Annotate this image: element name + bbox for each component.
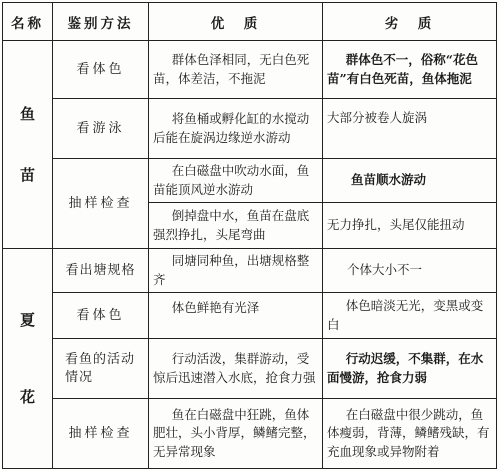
table-row	[3, 399, 497, 469]
bad-cell: 鱼苗顺水游动	[323, 159, 497, 203]
method-cell: 看鱼的活动情况	[53, 339, 149, 399]
method-cell: 抽样检查	[53, 399, 149, 469]
method-cell: 看游泳	[53, 99, 149, 159]
method-cell: 看体色	[53, 41, 149, 99]
header-good: 优 质	[149, 3, 323, 41]
table-row	[3, 41, 497, 99]
fish-fry-quality-table	[2, 2, 497, 469]
method-cell: 看体色	[53, 293, 149, 339]
table-row	[3, 249, 497, 293]
bad-cell: 无力挣扎，头尾仅能扭动	[323, 203, 497, 249]
table-row	[3, 159, 497, 203]
bad-cell: 群体色不一，俗称“花色苗”有白色死苗，鱼体拖泥	[323, 41, 497, 99]
method-cell: 抽样检查	[53, 159, 149, 249]
good-cell: 在白磁盘中吹动水面，鱼苗能顶风逆水游动	[149, 159, 323, 203]
bad-cell: 在白磁盘中很少跳动，鱼体瘦弱，背薄，鳞鳍残缺，有充血现象或异物附着	[323, 399, 497, 469]
bad-cell: 个体大小不一	[323, 249, 497, 293]
good-cell: 将鱼桶或孵化缸的水搅动后能在旋涡边缘逆水游动	[149, 99, 323, 159]
table-row	[3, 339, 497, 399]
bad-cell: 行动迟缓，不集群，在水面慢游，抢食力弱	[323, 339, 497, 399]
group-name-summer-fingerling: 夏 花	[3, 249, 53, 469]
bad-cell: 大部分被卷人旋涡	[323, 99, 497, 159]
good-cell: 倒掉盘中水，鱼苗在盘底强烈挣扎，头尾弯曲	[149, 203, 323, 249]
bad-cell: 体色暗淡无光，变黑或变白	[323, 293, 497, 339]
table-row	[3, 293, 497, 339]
group-name-fry: 鱼 苗	[3, 41, 53, 249]
good-cell: 体色鲜艳有光泽	[149, 293, 323, 339]
table-row	[3, 99, 497, 159]
good-cell: 行动活泼，集群游动，受惊后迅速潜入水底，抢食力强	[149, 339, 323, 399]
good-cell: 群体色泽相同，无白色死苗，体差洁，不拖泥	[149, 41, 323, 99]
good-cell: 同塘同种鱼，出塘规格整齐	[149, 249, 323, 293]
header-bad: 劣 质	[323, 3, 497, 41]
method-cell: 看出塘规格	[53, 249, 149, 293]
header-row	[3, 3, 497, 41]
good-cell: 鱼在白磁盘中狂跳，鱼体肥壮，头小背厚，鳞鳍完整，无异常现象	[149, 399, 323, 469]
header-method: 鉴别方法	[53, 3, 149, 41]
header-name: 名称	[3, 3, 53, 41]
